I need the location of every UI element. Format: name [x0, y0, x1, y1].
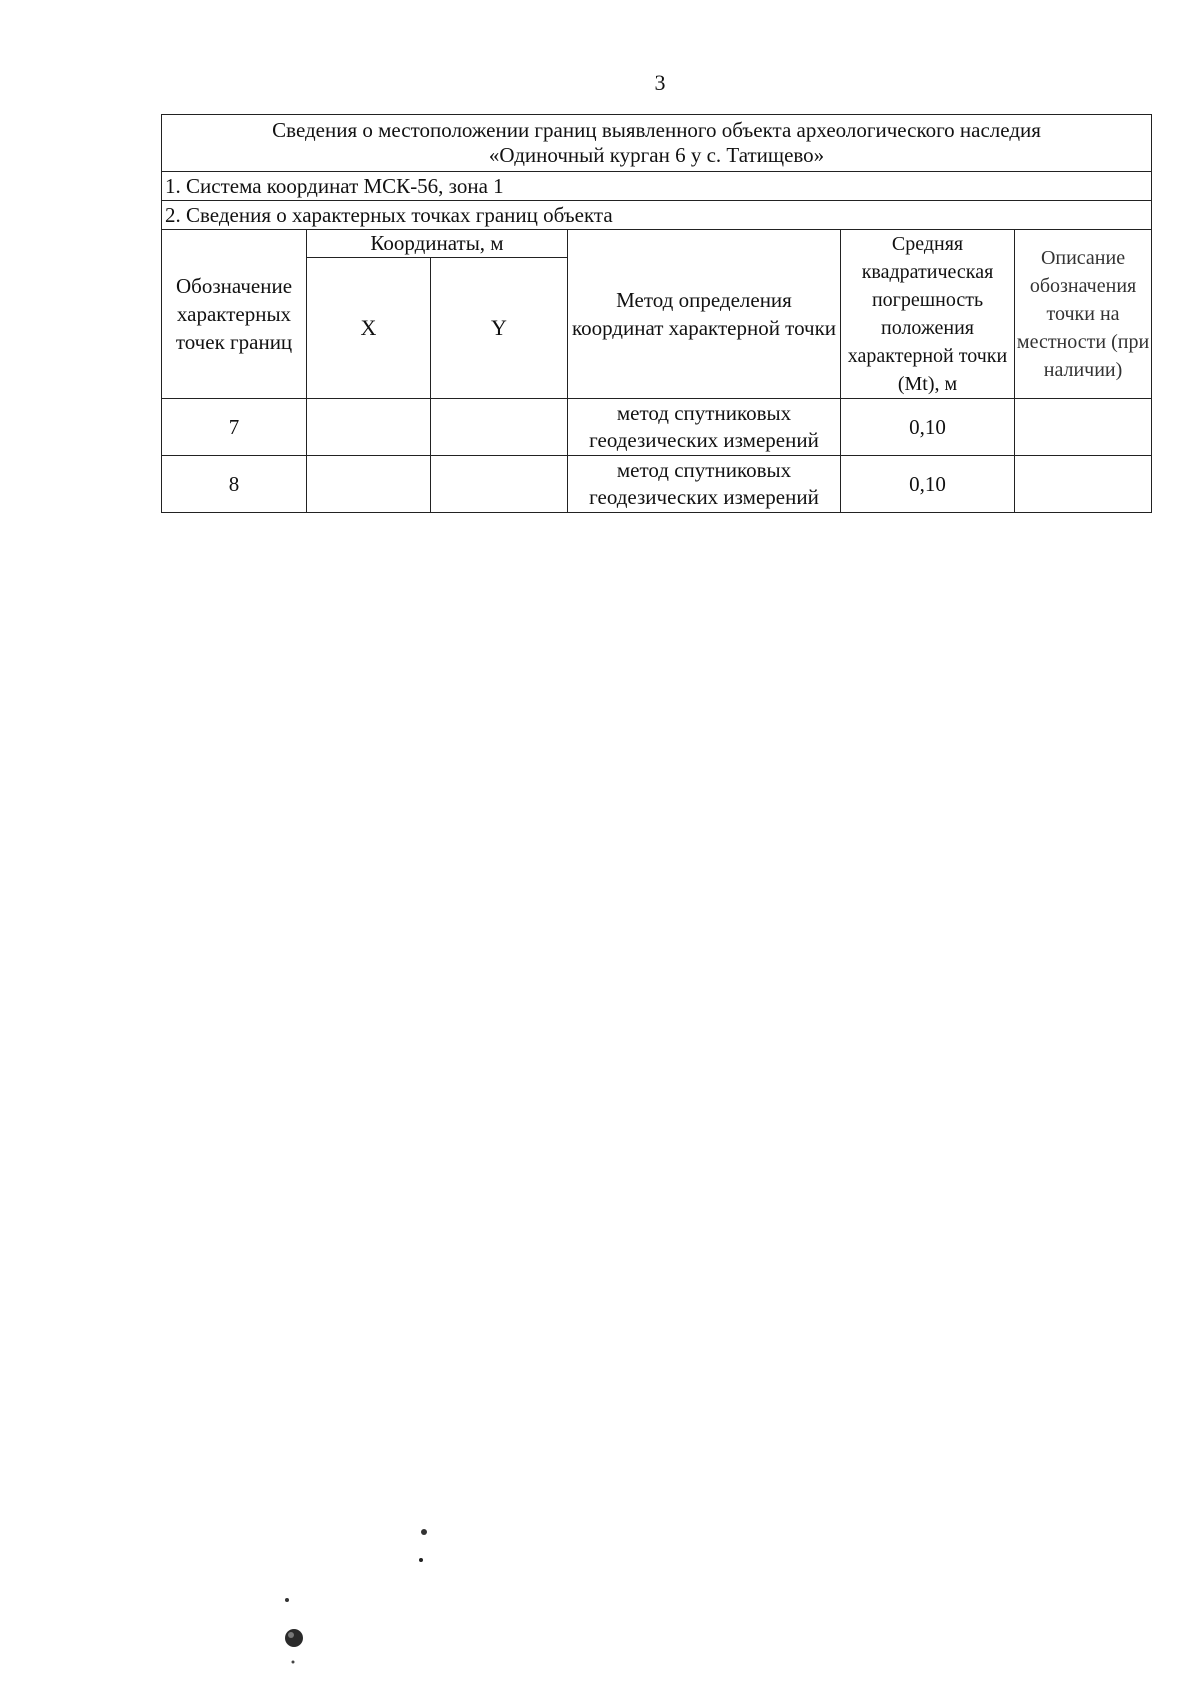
scan-speck — [292, 1661, 295, 1664]
cell-accuracy: 0,10 — [841, 456, 1015, 513]
scan-speck — [285, 1598, 289, 1602]
header-method: Метод определения координат характерной точки — [568, 230, 841, 399]
header-x: X — [307, 257, 431, 398]
cell-point: 7 — [162, 399, 307, 456]
scan-speck — [421, 1529, 427, 1535]
header-y: Y — [431, 257, 568, 398]
boundary-points-section-row: 2. Сведения о характерных точках границ объекта — [162, 201, 1152, 230]
table-title-line-1: Сведения о местоположении границ выявленного объекта археологического наследия — [272, 118, 1041, 142]
scan-speck — [288, 1632, 294, 1638]
cell-method: метод спутниковых геодезических измерений — [568, 399, 841, 456]
cell-accuracy: 0,10 — [841, 399, 1015, 456]
header-point-designation: Обозначение характерных точек границ — [162, 230, 307, 399]
page-number: 3 — [654, 70, 666, 95]
table-title-line-2: «Одиночный курган 6 у с. Татищево» — [488, 143, 825, 167]
coordinate-system-row: 1. Система координат МСК-56, зона 1 — [162, 172, 1152, 201]
cell-point: 8 — [162, 456, 307, 513]
header-description: Описание обозначения точки на местности (при наличии) — [1015, 230, 1152, 399]
cell-method: метод спутниковых геодезических измерений — [568, 456, 841, 513]
header-coordinates: Координаты, м — [307, 230, 568, 258]
scan-speck — [285, 1629, 303, 1647]
scan-speck — [419, 1558, 423, 1562]
header-accuracy: Средняя квадратическая погрешность положения характерной точки (Mt), м — [841, 230, 1015, 399]
